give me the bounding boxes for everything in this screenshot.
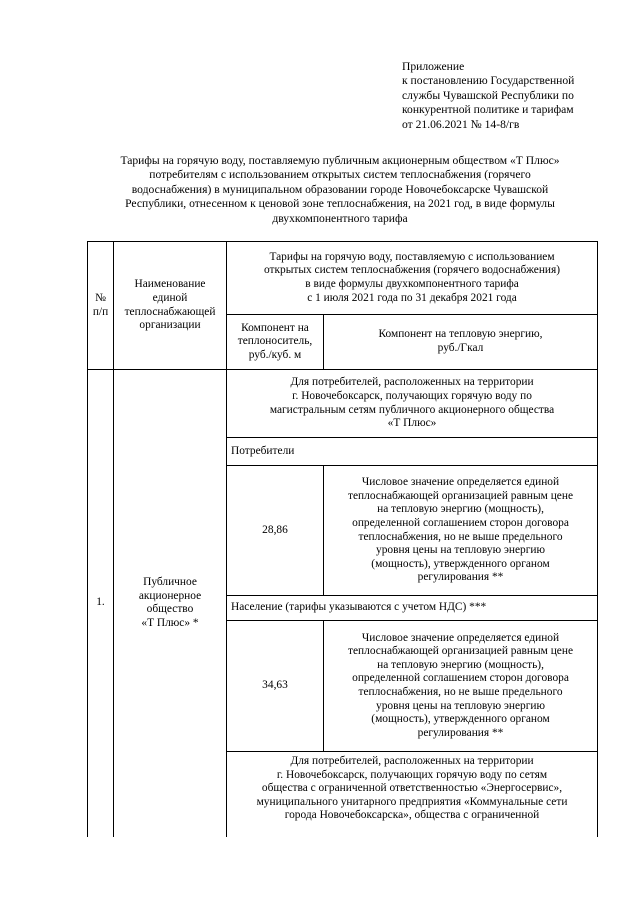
population-carrier-value: 34,63 (227, 621, 324, 752)
appendix-line: к постановлению Государственной (402, 74, 575, 88)
population-energy-line: Числовое значение определяется единой (361, 631, 560, 644)
header-org-line: теплоснабжающей (124, 305, 216, 318)
group1-line: магистральным сетям публичного акционерного общества (269, 403, 555, 416)
header-energy-line: руб./Гкал (437, 342, 484, 354)
consumers-energy-line: уровня цены на тепловую энергию (376, 544, 545, 557)
population-label-cell: Население (тарифы указываются с учетом НДС) *** (227, 596, 598, 621)
header-num-line: № (95, 291, 106, 304)
title-line: Республики, отнесенном к ценовой зоне теплоснабжения, на 2021 год, в виде формулы (125, 197, 555, 211)
consumers-label-cell: Потребители (227, 438, 598, 466)
appendix-block (402, 60, 632, 132)
header-org-line: организации (139, 319, 201, 332)
population-energy-line: теплоснабжающей организацией равным цене (348, 645, 574, 658)
org-name-cell (114, 370, 227, 837)
title-line: водоснабжения) в муниципальном образовании городе Новочебоксарске Чувашской (131, 182, 549, 196)
header-num-cell (88, 242, 114, 370)
consumers-energy-line: теплоснабжающей организацией равным цене (348, 489, 574, 502)
header-energy-line: Компонент на тепловую энергию, (378, 328, 543, 341)
org-name-line: общество (146, 603, 194, 616)
header-org-line: единой (152, 291, 188, 304)
header-tariff-line: Тарифы на горячую воду, поставляемую с использованием (269, 250, 555, 263)
tariff-table (87, 241, 598, 837)
org-name-line: акционерное (138, 589, 202, 602)
group1-row (88, 370, 598, 438)
header-row (88, 242, 598, 315)
group2-line: города Новочебоксарска», общества с ограниченной (284, 809, 540, 822)
header-energy-cell (324, 315, 598, 370)
group2-line: Для потребителей, расположенных на территории (290, 755, 534, 767)
document-title (60, 154, 620, 226)
row-number-cell: 1. (88, 370, 114, 837)
header-org-line: Наименование (134, 278, 206, 291)
group2-line: г. Новочебоксарск, получающих горячую воду по сетям (276, 768, 548, 781)
group1-line: Для потребителей, расположенных на территории (290, 376, 534, 389)
population-energy-line: регулирования ** (417, 726, 504, 739)
consumers-energy-line: теплоснабжения, но не выше предельного (358, 530, 563, 543)
consumers-energy-line: на тепловую энергию (мощность), (377, 503, 544, 516)
header-tariff-line: с 1 июля 2021 года по 31 декабря 2021 года (307, 291, 517, 304)
group1-line: г. Новочебоксарск, получающих горячую воду по (292, 389, 532, 402)
population-energy-line: (мощность), утвержденного органом (371, 713, 550, 726)
header-tariff-line: в виде формулы двухкомпонентного тарифа (305, 278, 519, 290)
consumers-carrier-value: 28,86 (227, 466, 324, 596)
title-line: потребителям с использованием открытых систем теплоснабжения (горячего (149, 168, 531, 182)
header-tariff-cell (227, 242, 598, 315)
consumers-energy-line: определенной соглашением сторон договора (352, 516, 569, 529)
header-carrier-line: руб./куб. м (248, 348, 302, 361)
header-num-line: п/п (92, 305, 109, 318)
group2-line: муниципального унитарного предприятия «Коммунальные сети (256, 795, 568, 808)
appendix-line: Приложение (402, 60, 465, 73)
group2-line: общества с ограниченной ответственностью «Энергосервис», (261, 782, 563, 795)
org-name-line: Публичное (143, 576, 197, 589)
group2-description-cell (227, 752, 598, 837)
population-energy-line: определенной соглашением сторон договора (352, 672, 569, 685)
header-tariff-line: открытых систем теплоснабжения (горячего водоснабжения) (263, 264, 561, 277)
header-carrier-line: Компонент на (241, 321, 309, 334)
org-name-line: «Т Плюс» * (141, 616, 199, 629)
consumers-energy-line: Числовое значение определяется единой (361, 476, 560, 489)
population-energy-line: уровня цены на тепловую энергию (376, 699, 545, 712)
header-carrier-line: теплоноситель, (237, 335, 313, 348)
header-carrier-cell (227, 315, 324, 370)
appendix-line: конкурентной политике и тарифам (402, 103, 574, 117)
consumers-energy-cell (324, 466, 598, 596)
population-energy-cell (324, 621, 598, 752)
title-line: двухкомпонентного тарифа (272, 211, 408, 225)
appendix-line: от 21.06.2021 № 14-8/гв (402, 117, 520, 131)
group1-description-cell (227, 370, 598, 438)
population-energy-line: на тепловую энергию (мощность), (377, 658, 544, 671)
title-line: Тарифы на горячую воду, поставляемую публичным акционерным обществом «Т Плюс» (120, 154, 560, 167)
population-energy-line: теплоснабжения, но не выше предельного (358, 686, 563, 698)
header-org-cell (114, 242, 227, 370)
consumers-energy-line: (мощность), утвержденного органом (371, 557, 550, 570)
group1-line: «Т Плюс» (387, 417, 437, 430)
appendix-line: службы Чувашской Республики по (402, 88, 574, 102)
consumers-energy-line: регулирования ** (417, 571, 504, 584)
